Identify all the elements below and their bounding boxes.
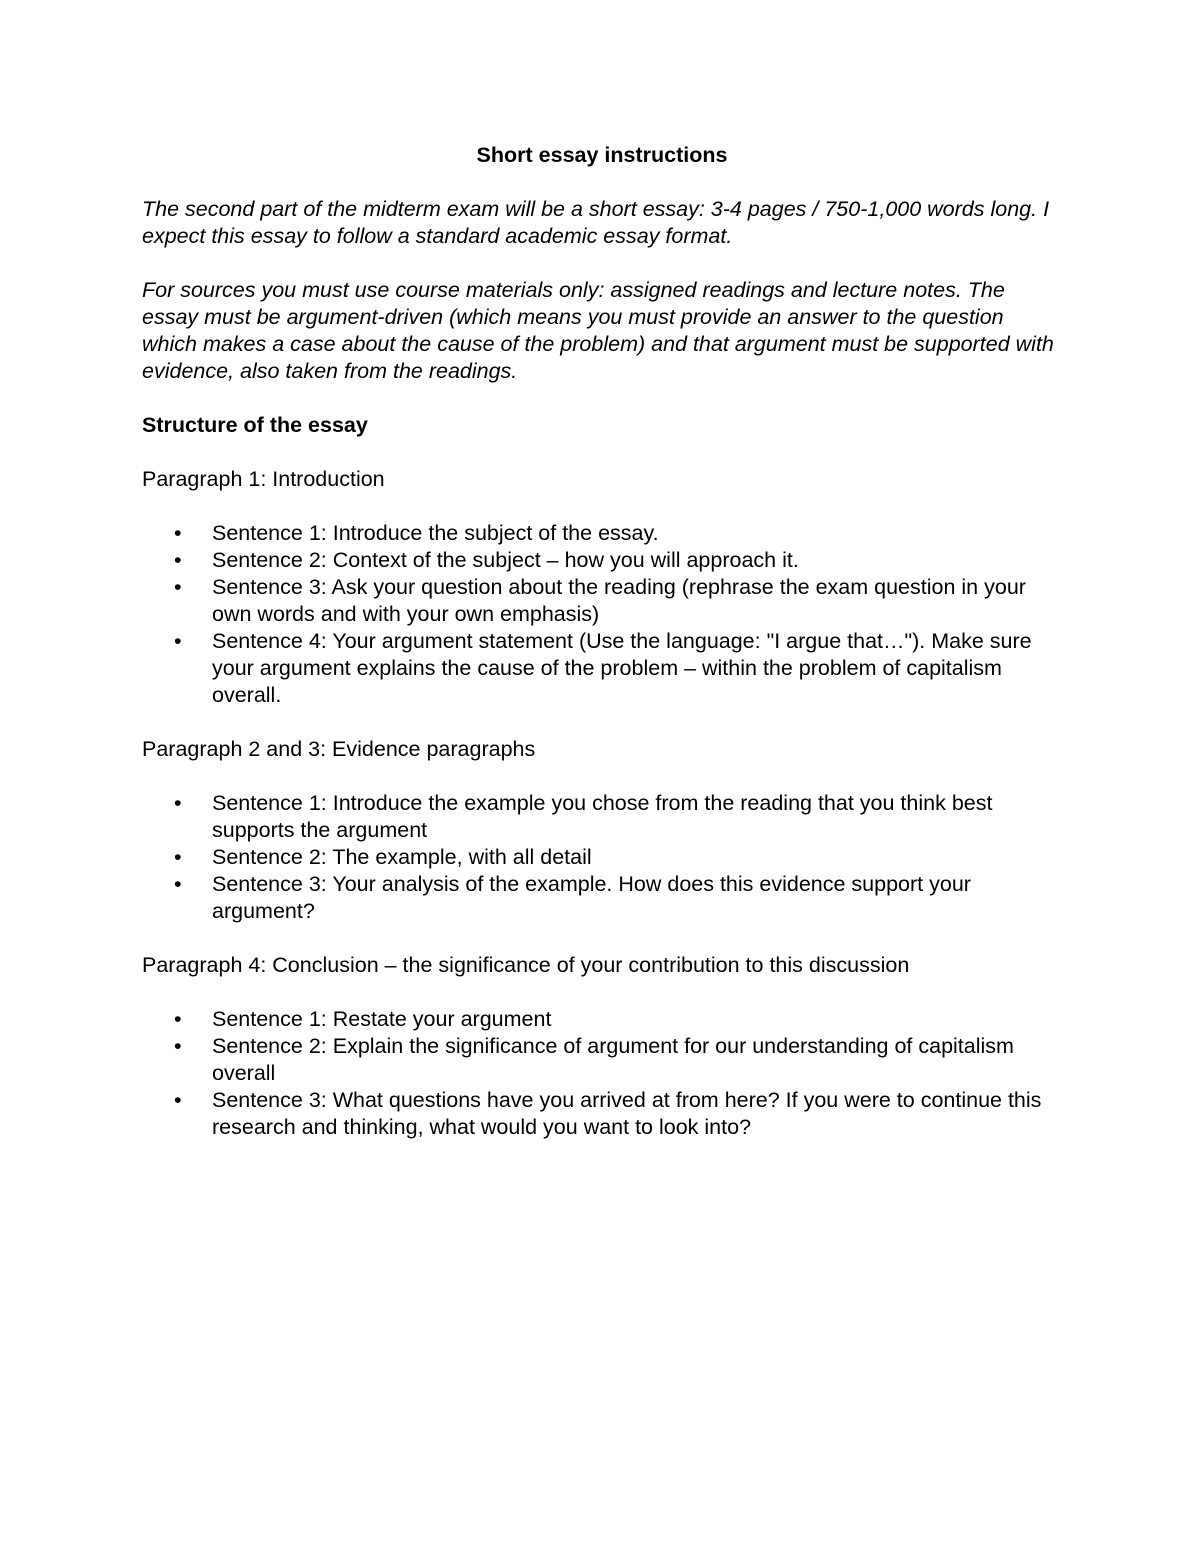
spacer — [142, 709, 1062, 736]
bullet-icon: • — [174, 548, 182, 572]
list-item — [142, 547, 1062, 574]
list-item-text: Sentence 1: Introduce the example you chose from the reading that you think best supports the argument — [212, 791, 993, 842]
document-content — [142, 142, 1062, 1141]
document-title: Short essay instructions — [476, 143, 728, 167]
list-item — [142, 871, 1062, 925]
spacer — [142, 763, 1062, 790]
intro-paragraph-2: For sources you must use course materials only: assigned readings and lecture notes. The essay must be argument-driven (which means you must provide an answer to the question which makes a case about the cause of the problem) and that argument must be supported with evidence, also taken from the readings. — [142, 278, 1054, 383]
bullet-icon: • — [174, 575, 182, 599]
bullet-icon: • — [174, 521, 182, 545]
section-heading-evidence: Paragraph 2 and 3: Evidence paragraphs — [142, 737, 536, 761]
bullet-icon: • — [174, 845, 182, 869]
list-item-text: Sentence 3: What questions have you arrived at from here? If you were to continue this research and thinking, what would you want to look into? — [212, 1088, 1042, 1139]
spacer — [142, 979, 1062, 1006]
list-item-text: Sentence 3: Ask your question about the reading (rephrase the exam question in your own words and with your own emphasis) — [212, 575, 1026, 626]
list-item — [142, 790, 1062, 844]
spacer — [142, 250, 1062, 277]
bullet-list-evidence — [142, 790, 1062, 925]
list-item-text: Sentence 1: Introduce the subject of the essay. — [212, 521, 659, 545]
list-item — [142, 1087, 1062, 1141]
spacer — [142, 925, 1062, 952]
structure-heading: Structure of the essay — [142, 413, 368, 437]
spacer — [142, 169, 1062, 196]
bullet-list-conclusion — [142, 1006, 1062, 1141]
spacer — [142, 493, 1062, 520]
list-item-text: Sentence 2: The example, with all detail — [212, 845, 592, 869]
list-item — [142, 520, 1062, 547]
list-item — [142, 1006, 1062, 1033]
list-item — [142, 1033, 1062, 1087]
section-heading-introduction: Paragraph 1: Introduction — [142, 467, 385, 491]
intro-paragraph-1: The second part of the midterm exam will be a short essay: 3-4 pages / 750-1,000 words long. I expect this essay to follow a standard academic essay format. — [142, 197, 1050, 248]
bullet-icon: • — [174, 872, 182, 896]
bullet-icon: • — [174, 629, 182, 653]
list-item — [142, 628, 1062, 709]
bullet-icon: • — [174, 791, 182, 815]
list-item-text: Sentence 1: Restate your argument — [212, 1007, 552, 1031]
list-item-text: Sentence 2: Explain the significance of argument for our understanding of capitalism overall — [212, 1034, 1014, 1085]
bullet-icon: • — [174, 1007, 182, 1031]
list-item — [142, 844, 1062, 871]
list-item-text: Sentence 4: Your argument statement (Use the language: "I argue that…"). Make sure your argument explains the cause of the problem – within the problem of capitalism overall. — [212, 629, 1032, 707]
bullet-list-introduction — [142, 520, 1062, 709]
list-item-text: Sentence 3: Your analysis of the example. How does this evidence support your argument? — [212, 872, 971, 923]
section-heading-conclusion: Paragraph 4: Conclusion – the significance of your contribution to this discussion — [142, 953, 910, 977]
spacer — [142, 439, 1062, 466]
spacer — [142, 385, 1062, 412]
list-item-text: Sentence 2: Context of the subject – how you will approach it. — [212, 548, 799, 572]
bullet-icon: • — [174, 1034, 182, 1058]
bullet-icon: • — [174, 1088, 182, 1112]
list-item — [142, 574, 1062, 628]
